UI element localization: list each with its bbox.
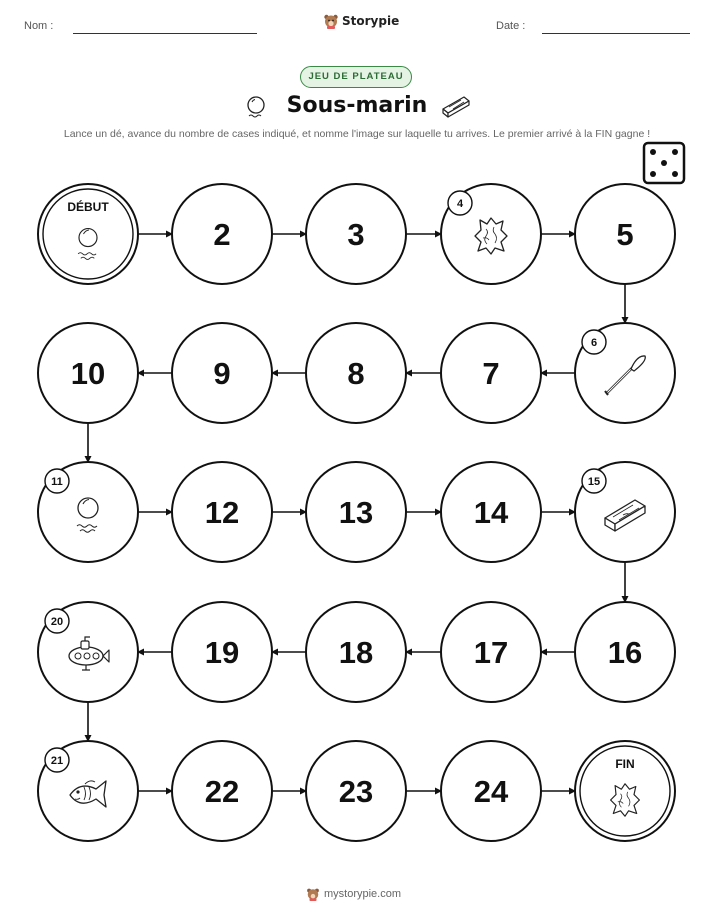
cell-number: 10 — [70, 356, 106, 391]
board-cell-13 — [306, 462, 406, 562]
cell-number: 9 — [213, 356, 231, 391]
cell-number: 20 — [50, 616, 64, 628]
cell-number: 14 — [473, 495, 509, 530]
board-cell-14 — [441, 462, 541, 562]
cell-number: 8 — [347, 356, 365, 391]
cell-number: 6 — [590, 337, 598, 349]
board-cell-24 — [441, 741, 541, 841]
cell-number: 24 — [473, 774, 509, 809]
start-label: DÉBUT — [67, 200, 109, 214]
finish-label: FIN — [615, 757, 635, 771]
board-cell-9 — [172, 323, 272, 423]
cell-number: 18 — [338, 635, 374, 670]
page-title: Sous-marin — [286, 93, 428, 118]
footer-site[interactable]: mystorypie.com — [324, 888, 402, 900]
bear-logo-icon — [306, 887, 320, 901]
board-cell-18 — [306, 602, 406, 702]
cell-number: 5 — [616, 217, 634, 252]
cell-number: 13 — [338, 495, 374, 530]
cell-number: 11 — [51, 476, 63, 488]
leather-hide-icon — [611, 784, 640, 816]
board-cell-20 — [38, 602, 138, 702]
cell-number: 19 — [204, 635, 240, 670]
name-label: Nom : — [24, 20, 54, 32]
footer — [306, 887, 401, 901]
brand-name: Storypie — [342, 14, 400, 28]
board-cell-10 — [38, 323, 138, 423]
cell-number: 4 — [456, 198, 464, 210]
cell-number: 15 — [587, 476, 601, 488]
cell-number: 12 — [204, 495, 240, 530]
cell-number: 3 — [347, 217, 365, 252]
dice-icon — [644, 143, 684, 183]
cell-number: 21 — [50, 755, 64, 767]
board-cell-12 — [172, 462, 272, 562]
board-cell-22 — [172, 741, 272, 841]
board-cell-25 — [575, 741, 675, 841]
cell-number: 16 — [607, 635, 643, 670]
board-cell-16 — [575, 602, 675, 702]
cell-number: 17 — [473, 635, 509, 670]
cell-number: 23 — [338, 774, 374, 809]
board-cell-15 — [575, 462, 675, 562]
board-cell-7 — [441, 323, 541, 423]
leather-hide-icon — [475, 218, 507, 254]
board-cell-2 — [172, 184, 272, 284]
board-cell-3 — [306, 184, 406, 284]
instructions: Lance un dé, avance du nombre de cases indiqué, et nomme l'image sur laquelle tu arrives. Le premier arrivé à la FIN gagne ! — [63, 128, 651, 140]
board-cell-21 — [38, 741, 138, 841]
cell-number: 7 — [482, 356, 500, 391]
cell-circle — [38, 184, 138, 284]
board-cell-19 — [172, 602, 272, 702]
board-cell-5 — [575, 184, 675, 284]
board-cell-17 — [441, 602, 541, 702]
board-cell-23 — [306, 741, 406, 841]
cell-number: 2 — [213, 217, 231, 252]
date-label: Date : — [496, 20, 526, 32]
cell-number: 22 — [204, 774, 240, 809]
board-cell-6 — [575, 323, 675, 423]
game-type-badge: JEU DE PLATEAU — [300, 66, 412, 88]
board-cell-4 — [441, 184, 541, 284]
board-cell-11 — [38, 462, 138, 562]
board-cell-1 — [38, 184, 138, 284]
board-cell-8 — [306, 323, 406, 423]
